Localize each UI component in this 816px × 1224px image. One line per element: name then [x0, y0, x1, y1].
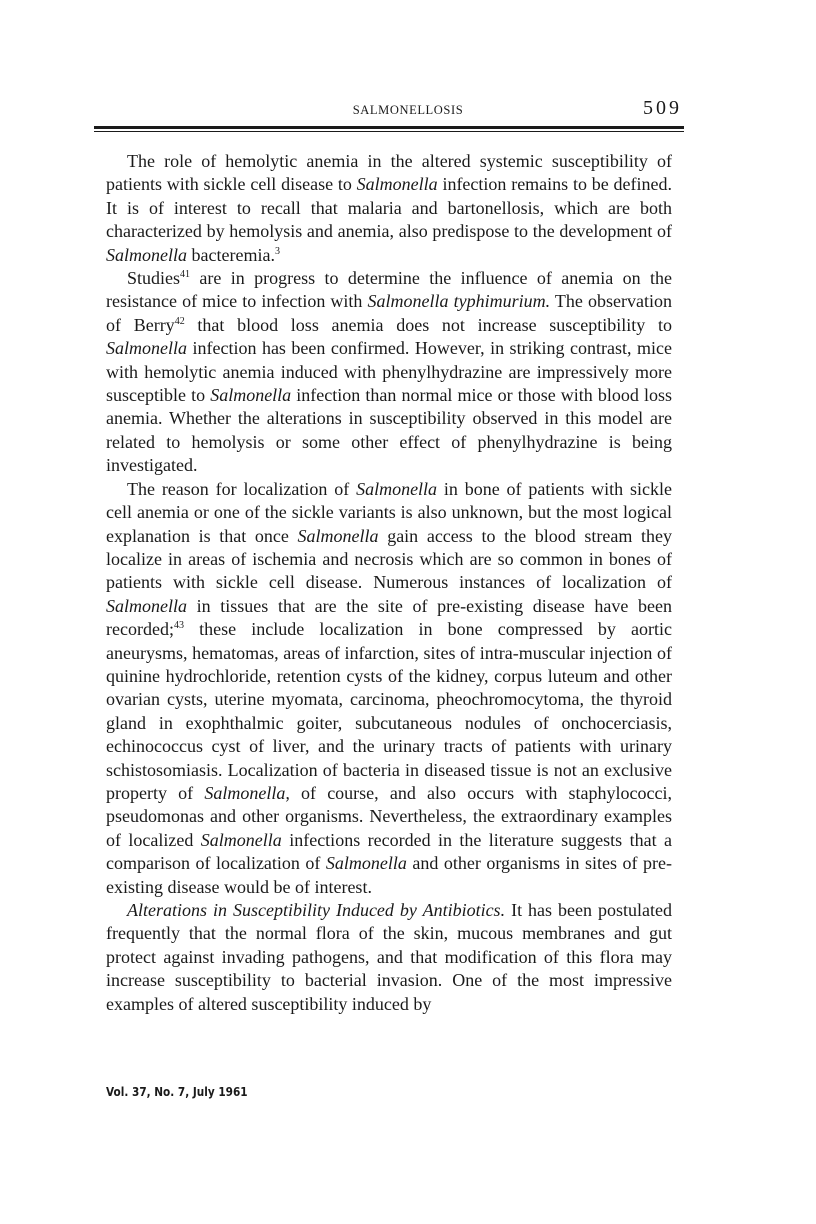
- italic-text: Salmonella: [200, 829, 282, 850]
- text-run: bacteremia.: [187, 244, 275, 265]
- text-run: infection remains to be defined. It is of interest to recall that malaria and bartonellosis, which are both characterized by hemolysis and anemia, also predispose to the development of: [106, 174, 673, 242]
- reference-superscript: 41: [180, 269, 191, 281]
- italic-text: Salmonella: [210, 385, 292, 406]
- italic-text: Salmonella: [356, 478, 438, 499]
- text-run: The role of hemolytic anemia in the altered systemic susceptibility of patients with sickle cell disease to: [106, 151, 672, 195]
- text-run: infection than normal mice or those with blood loss anemia. Whether the alterations in susceptibility observed in this model are related to hemolysis or some other effect of phenylhydrazine is being investigated.: [106, 385, 673, 476]
- text-run: infections recorded in the literature suggests that a comparison of localization of: [106, 829, 672, 874]
- header-rule-thick: [94, 126, 684, 129]
- italic-text: Salmonella: [106, 595, 187, 616]
- italic-text: Salmonella,: [204, 782, 290, 803]
- text-run: these include localization in bone compressed by aortic aneurysms, hematomas, areas of infarction, sites of intra-muscular injection of quinine hydrochloride, retention cysts of the kidney, corpus luteum and other ovarian cysts, uterine myomata, carcinoma, pheochromocytoma, the thyroid gland in exophthalmic goiter, subcutaneous nodules of onchocerciasis, echinococcus cyst of liver, and the urinary tracts of patients with urinary schistosomiasis. Localization of bacteria in diseased tissue is not an exclusive property of: [106, 619, 672, 803]
- italic-text: Alterations in Susceptibility Induced by Antibiotics.: [127, 900, 506, 920]
- paragraph: [106, 899, 672, 1016]
- journal-citation-footer: Vol. 37, No. 7, July 1961: [106, 1084, 248, 1099]
- page-number: 509: [643, 97, 682, 119]
- text-run: Studies: [127, 268, 181, 289]
- text-run: gain access to the blood stream they localize in areas of ischemia and necrosis which are so common in bones of patients with sickle cell disease. Numerous instances of localization of: [106, 525, 672, 593]
- reference-superscript: 42: [174, 315, 185, 327]
- italic-text: Salmonella: [325, 853, 407, 874]
- paragraph: [106, 150, 672, 267]
- italic-text: Salmonella: [106, 244, 187, 265]
- italic-text: Salmonella: [297, 525, 379, 546]
- text-run: The observation of Berry: [106, 291, 672, 335]
- reference-superscript: 43: [173, 620, 184, 632]
- text-run: The reason for localization of: [127, 478, 357, 499]
- header-rule-thin: [94, 131, 684, 132]
- italic-text: Salmonella: [106, 338, 187, 359]
- text-run: are in progress to determine the influence of anemia on the resistance of mice to infection with: [106, 268, 672, 312]
- text-run: in tissues that are the site of pre-existing disease have been recorded;: [106, 595, 672, 640]
- paragraph: [106, 267, 672, 478]
- reference-superscript: 3: [274, 245, 280, 257]
- paragraph: [106, 478, 672, 899]
- text-run: infection has been confirmed. However, in striking contrast, mice with hemolytic anemia induced with phenylhydrazine are impressively more susceptible to: [106, 338, 672, 406]
- text-run: of course, and also occurs with staphylococci, pseudomonas and other organisms. Nevertheless, the extraordinary examples of localized: [106, 782, 672, 850]
- italic-text: Salmonella: [356, 174, 438, 195]
- running-head-title: SALMONELLOSIS: [352, 103, 464, 117]
- article-body: [106, 150, 672, 1016]
- text-run: It has been postulated frequently that the normal flora of the skin, mucous membranes and gut protect against invading pathogens, and that modification of this flora may increase susceptibility to bacterial invasion. One of the most impressive examples of altered susceptibility induced by: [106, 900, 672, 1014]
- italic-text: Salmonella typhimurium.: [367, 291, 551, 312]
- text-run: that blood loss anemia does not increase susceptibility to: [184, 314, 672, 335]
- text-run: and other organisms in sites of pre-existing disease would be of interest.: [106, 853, 672, 897]
- text-run: in bone of patients with sickle cell anemia or one of the sickle variants is also unknown, but the most logical explanation is that once: [106, 478, 672, 546]
